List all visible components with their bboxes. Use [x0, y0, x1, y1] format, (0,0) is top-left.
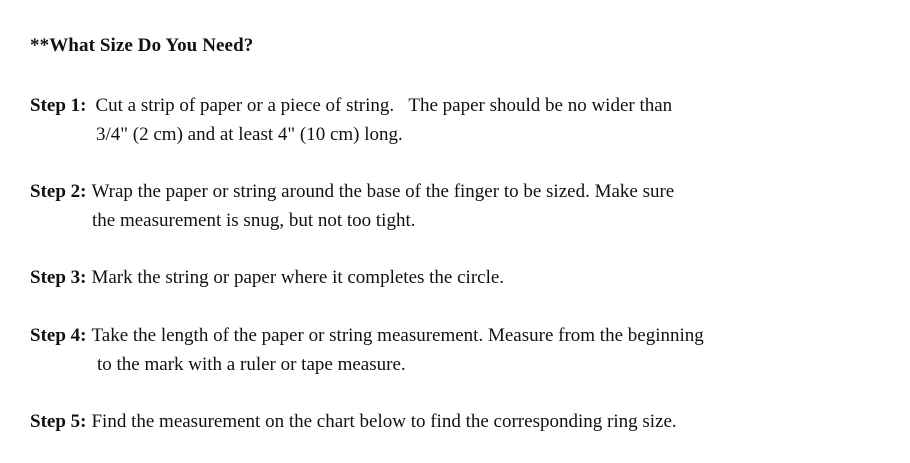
- step-label: Step 5:: [30, 411, 87, 432]
- step-text-continued: to the mark with a ruler or tape measure.: [97, 354, 406, 375]
- step-3: [30, 263, 504, 292]
- step-text-continued: the measurement is snug, but not too tight.: [92, 210, 416, 231]
- step-text: Find the measurement on the chart below to find the corresponding ring size.: [91, 411, 677, 432]
- step-text: Mark the string or paper where it completes the circle.: [91, 267, 505, 288]
- step-5: [30, 407, 677, 436]
- step-text: Take the length of the paper or string measurement. Measure from the beginning: [91, 325, 704, 346]
- step-label: Step 1:: [30, 95, 87, 116]
- step-4: [30, 321, 704, 379]
- step-label: Step 4:: [30, 325, 87, 346]
- step-text: Cut a strip of paper or a piece of string. The paper should be no wider than: [95, 95, 673, 116]
- step-label: Step 3:: [30, 267, 87, 288]
- step-label: Step 2:: [30, 181, 87, 202]
- step-text-continued: 3/4" (2 cm) and at least 4" (10 cm) long.: [96, 124, 403, 145]
- step-2: [30, 177, 674, 235]
- step-text: Wrap the paper or string around the base of the finger to be sized. Make sure: [91, 181, 675, 202]
- page-title: **What Size Do You Need?: [30, 35, 254, 56]
- step-1: [30, 91, 672, 149]
